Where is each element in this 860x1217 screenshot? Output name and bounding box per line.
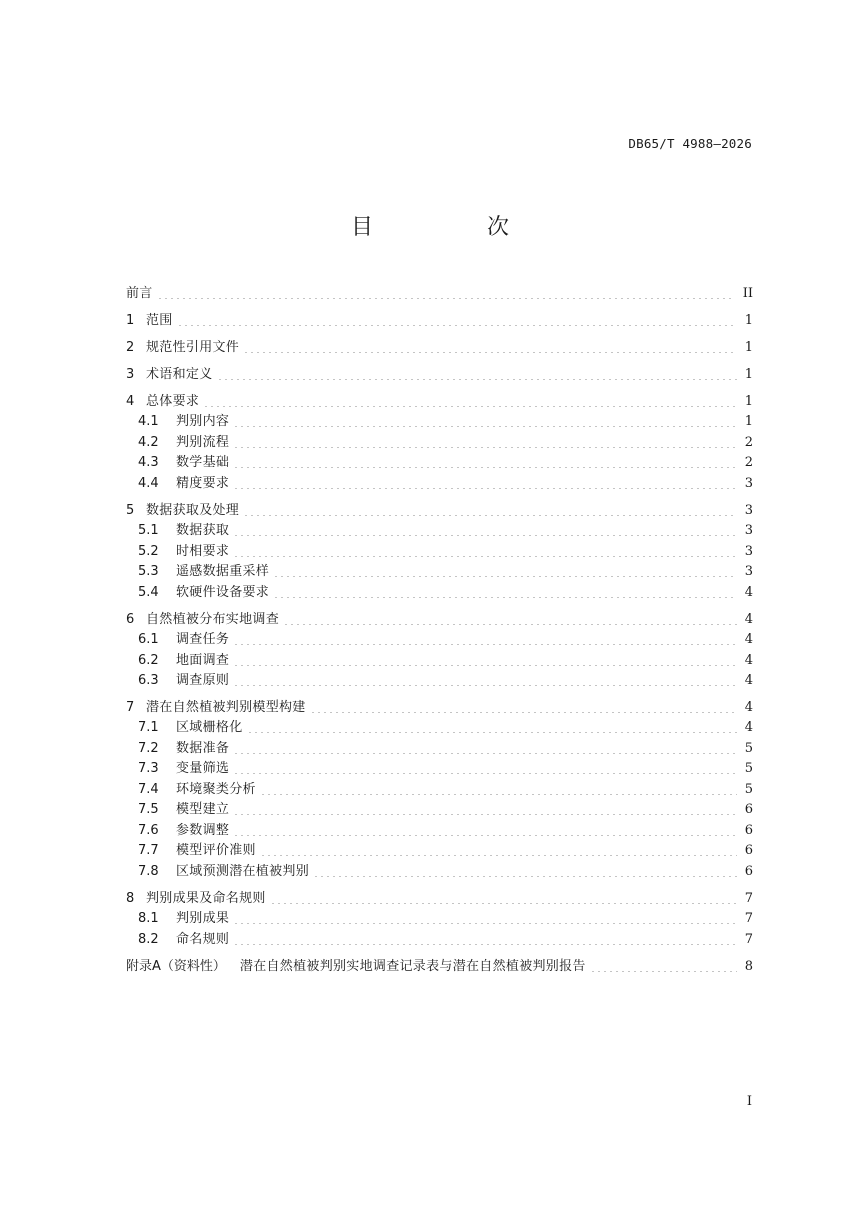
toc-entry[interactable] <box>126 519 753 539</box>
toc-entry-number: 6.2 <box>138 653 159 668</box>
toc-entry-page: 1 <box>744 340 753 355</box>
toc-entry-page: 8 <box>744 959 753 974</box>
toc-entry-title: 时相要求 <box>176 544 230 559</box>
dot-leader <box>247 732 737 733</box>
toc-entry-page: 2 <box>744 435 753 450</box>
toc-entry-title: 软硬件设备要求 <box>176 585 270 600</box>
dot-leader <box>233 944 737 945</box>
toc-title: 目 次 <box>350 215 555 240</box>
dot-leader <box>260 794 737 795</box>
toc-entry-page: 7 <box>744 932 753 947</box>
toc-entry-page: 6 <box>744 823 753 838</box>
toc-entry-page: 3 <box>744 523 753 538</box>
toc-entry-page: 6 <box>744 843 753 858</box>
toc-entry-number: 7.5 <box>138 802 159 817</box>
toc-entry-page: 4 <box>744 700 753 715</box>
dot-leader <box>283 624 737 625</box>
toc-entry[interactable] <box>126 757 753 777</box>
dot-leader <box>233 556 737 557</box>
toc-entry-number: 4.2 <box>138 435 159 450</box>
dot-leader <box>233 685 737 686</box>
toc-entry-number: 5.1 <box>138 523 159 538</box>
dot-leader <box>233 665 737 666</box>
toc-entry-number: 5.4 <box>138 585 159 600</box>
toc-entry-number: 1 <box>126 313 135 328</box>
toc-entry-title: 命名规则 <box>176 932 230 947</box>
toc-entry-page: II <box>742 286 753 301</box>
toc-entry-title: 前言 <box>126 286 153 301</box>
toc-entry[interactable] <box>126 716 753 736</box>
toc-entry-page: 5 <box>744 741 753 756</box>
toc-entry-title: 地面调查 <box>176 653 230 668</box>
toc-entry[interactable] <box>126 451 753 471</box>
toc-entry-number: 7.2 <box>138 741 159 756</box>
toc-entry-number: 7.8 <box>138 864 159 879</box>
toc-entry-number: 5.3 <box>138 564 159 579</box>
toc-entry[interactable] <box>126 887 753 907</box>
toc-entry-title: 区域预测潜在植被判别 <box>176 864 310 879</box>
toc-entry-page: 4 <box>744 720 753 735</box>
toc-entry-title: 总体要求 <box>146 394 200 409</box>
toc-entry-number: 6 <box>126 612 135 627</box>
dot-leader <box>310 712 737 713</box>
page-number: I <box>746 1094 752 1109</box>
dot-leader <box>177 325 737 326</box>
toc-entry-title: 模型建立 <box>176 802 230 817</box>
toc-entry[interactable] <box>126 390 753 410</box>
toc-entry-page: 1 <box>744 313 753 328</box>
toc-entry-number: 7.6 <box>138 823 159 838</box>
toc-entry[interactable] <box>126 860 753 880</box>
toc-entry-title: 判别流程 <box>176 435 230 450</box>
toc-entry-page: 1 <box>744 414 753 429</box>
dot-leader <box>273 576 737 577</box>
toc-entry-title: 潜在自然植被判别实地调查记录表与潜在自然植被判别报告 <box>239 959 586 974</box>
toc-entry[interactable] <box>126 649 753 669</box>
toc-entry-page: 4 <box>744 585 753 600</box>
dot-leader <box>243 352 737 353</box>
toc-entry[interactable] <box>126 737 753 757</box>
toc-entry[interactable] <box>126 309 753 329</box>
toc-entry[interactable] <box>126 839 753 859</box>
dot-leader <box>243 515 737 516</box>
toc-entry-page: 4 <box>744 612 753 627</box>
toc-entry-title: 数据获取及处理 <box>146 503 240 518</box>
dot-leader <box>157 298 735 299</box>
toc-entry-number: 2 <box>126 340 135 355</box>
toc-entry-number: 4.4 <box>138 476 159 491</box>
toc-entry-number: 4.1 <box>138 414 159 429</box>
toc-entry-page: 2 <box>744 455 753 470</box>
toc-entry-page: 3 <box>744 544 753 559</box>
dot-leader <box>233 447 737 448</box>
toc-entry-title: 变量筛选 <box>176 761 230 776</box>
toc-entry[interactable] <box>126 499 753 519</box>
toc-entry[interactable] <box>126 928 753 948</box>
toc-entry[interactable] <box>126 431 753 451</box>
toc-entry-number: 附录A（资料性） <box>126 959 226 974</box>
toc-entry-number: 8.2 <box>138 932 159 947</box>
toc-entry[interactable] <box>126 581 753 601</box>
toc-entry-number: 7.1 <box>138 720 159 735</box>
toc-entry-title: 模型评价准则 <box>176 843 256 858</box>
toc-entry-title: 自然植被分布实地调查 <box>146 612 280 627</box>
toc-entry-page: 3 <box>744 564 753 579</box>
dot-leader <box>217 379 737 380</box>
dot-leader <box>233 644 737 645</box>
toc-entry[interactable] <box>126 560 753 580</box>
dot-leader <box>233 535 737 536</box>
toc-entry-number: 7.3 <box>138 761 159 776</box>
toc-entry-page: 4 <box>744 653 753 668</box>
dot-leader <box>273 597 737 598</box>
toc-entry[interactable] <box>126 798 753 818</box>
toc-entry-page: 7 <box>744 891 753 906</box>
dot-leader <box>233 773 737 774</box>
toc-entry-number: 5.2 <box>138 544 159 559</box>
toc-entry-page: 3 <box>744 503 753 518</box>
toc-entry[interactable] <box>126 696 753 716</box>
toc-entry-title: 数据获取 <box>176 523 230 538</box>
toc-entry-title: 规范性引用文件 <box>146 340 240 355</box>
toc-entry-number: 4 <box>126 394 135 409</box>
toc-entry-page: 5 <box>744 782 753 797</box>
toc-entry-title: 精度要求 <box>176 476 230 491</box>
dot-leader <box>590 971 737 972</box>
dot-leader <box>260 855 737 856</box>
toc-entry-title: 调查任务 <box>176 632 230 647</box>
toc-entry-number: 3 <box>126 367 135 382</box>
toc-entry[interactable] <box>126 282 753 302</box>
toc-entry-number: 8 <box>126 891 135 906</box>
toc-entry-number: 8.1 <box>138 911 159 926</box>
toc-entry[interactable] <box>126 819 753 839</box>
toc-entry[interactable] <box>126 540 753 560</box>
toc-entry-title: 调查原则 <box>176 673 230 688</box>
document-code: DB65/T 4988—2026 <box>628 136 752 151</box>
dot-leader <box>233 426 737 427</box>
dot-leader <box>270 903 737 904</box>
toc-entry-title: 判别成果及命名规则 <box>146 891 266 906</box>
toc-entry-page: 3 <box>744 476 753 491</box>
toc-entry-title: 潜在自然植被判别模型构建 <box>146 700 306 715</box>
dot-leader <box>203 406 737 407</box>
toc-entry-page: 1 <box>744 394 753 409</box>
toc-entry[interactable] <box>126 336 753 356</box>
toc-entry-number: 5 <box>126 503 135 518</box>
toc-entry[interactable] <box>126 955 753 975</box>
toc-entry-page: 4 <box>744 673 753 688</box>
toc-entry-page: 5 <box>744 761 753 776</box>
toc-entry-number: 7.4 <box>138 782 159 797</box>
toc-entry-title: 区域栅格化 <box>176 720 243 735</box>
dot-leader <box>233 923 737 924</box>
dot-leader <box>233 488 737 489</box>
toc-entry[interactable] <box>126 363 753 383</box>
toc-entry-page: 1 <box>744 367 753 382</box>
toc-entry-number: 6.3 <box>138 673 159 688</box>
toc-entry[interactable] <box>126 669 753 689</box>
toc-entry-number: 7.7 <box>138 843 159 858</box>
toc-entry-page: 6 <box>744 802 753 817</box>
toc-entry-title: 术语和定义 <box>146 367 213 382</box>
toc-entry[interactable] <box>126 472 753 492</box>
dot-leader <box>233 814 737 815</box>
toc-entry-title: 范围 <box>146 313 173 328</box>
toc-entry[interactable] <box>126 778 753 798</box>
toc-entry-page: 7 <box>744 911 753 926</box>
toc-entry[interactable] <box>126 410 753 430</box>
toc-entry-title: 数据准备 <box>176 741 230 756</box>
toc-entry-page: 4 <box>744 632 753 647</box>
toc-entry-title: 判别成果 <box>176 911 230 926</box>
toc-entry[interactable] <box>126 608 753 628</box>
toc-entry[interactable] <box>126 628 753 648</box>
toc-entry-title: 环境聚类分析 <box>176 782 256 797</box>
toc-entry-title: 判别内容 <box>176 414 230 429</box>
toc-entry-title: 遥感数据重采样 <box>176 564 270 579</box>
toc-entry[interactable] <box>126 907 753 927</box>
dot-leader <box>233 467 737 468</box>
toc-entry-number: 6.1 <box>138 632 159 647</box>
dot-leader <box>233 753 737 754</box>
toc-entry-title: 数学基础 <box>176 455 230 470</box>
toc-entry-number: 4.3 <box>138 455 159 470</box>
dot-leader <box>313 876 737 877</box>
toc-entry-title: 参数调整 <box>176 823 230 838</box>
toc-entry-page: 6 <box>744 864 753 879</box>
toc-entry-number: 7 <box>126 700 135 715</box>
dot-leader <box>233 835 737 836</box>
